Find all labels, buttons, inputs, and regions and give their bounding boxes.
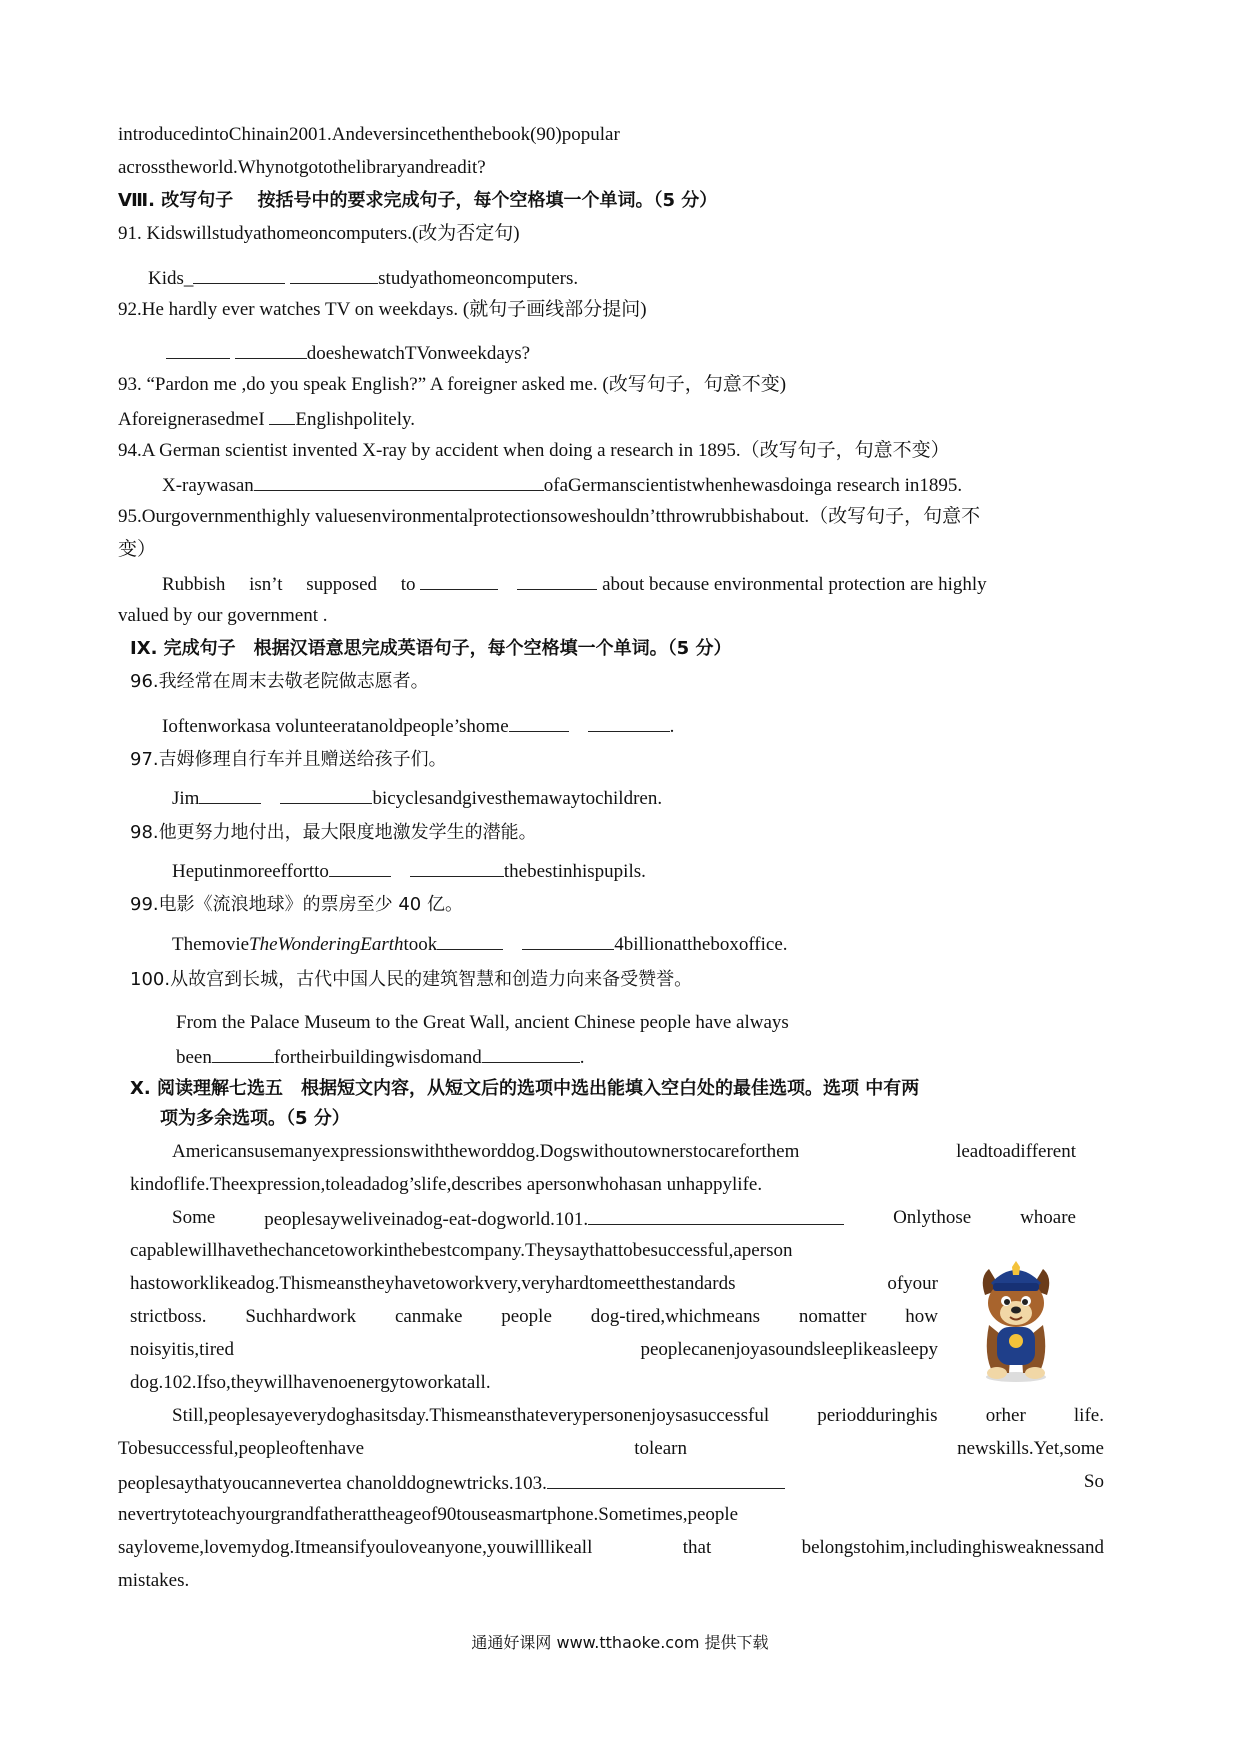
- blank[interactable]: [329, 858, 391, 877]
- blank[interactable]: [212, 1044, 274, 1063]
- blank[interactable]: [588, 713, 670, 732]
- passage-line: peoplesaythatyoucannevertea chanolddognewtricks.103. So: [118, 1471, 1104, 1494]
- passage-line: dog.102.Ifso,theywillhavenoenergytoworkatall.: [130, 1372, 491, 1393]
- answer-95-line2: valued by our government .: [118, 605, 328, 626]
- answer-98: Heputinmoreeffortto thebestinhispupils.: [172, 858, 646, 884]
- passage-line: sayloveme,lovemydog.Itmeansifyouloveanyone,youwilllikeall that belongstohim,includinghisweaknessand: [118, 1537, 1104, 1558]
- blank[interactable]: [410, 858, 504, 877]
- blank[interactable]: [509, 713, 569, 732]
- blank[interactable]: [193, 265, 285, 284]
- section-8-heading: Ⅷ. 改写句子 按括号中的要求完成句子，每个空格填一个单词。（5 分）: [118, 190, 718, 211]
- answer-99: ThemovieTheWonderingEarthtook 4billionattheboxoffice.: [172, 931, 788, 957]
- answer-100-line2: been fortheirbuildingwisdomand .: [176, 1044, 585, 1070]
- passage-line: Some peoplesayweliveinadog-eat-dogworld.101. Onlythose whoare: [172, 1207, 1076, 1230]
- movie-title: TheWonderingEarth: [249, 934, 404, 955]
- cartoon-dog-icon: [975, 1255, 1057, 1385]
- blank[interactable]: [280, 785, 372, 804]
- passage-line: noisyitis,tired peoplecanenjoyasoundsleeplikeasleepy: [130, 1339, 938, 1360]
- blank-103[interactable]: [547, 1470, 785, 1489]
- passage-line: strictboss. Suchhardwork canmake people dog-tired,whichmeans nomatter how: [130, 1306, 938, 1327]
- answer-91: Kids_ studyathomeoncomputers.: [148, 265, 578, 291]
- blank[interactable]: [290, 265, 378, 284]
- passage-line: Tobesuccessful,peopleoftenhave tolearn newskills.Yet,some: [118, 1438, 1104, 1459]
- blank[interactable]: [437, 931, 503, 950]
- answer-93: AforeignerasedmeI Englishpolitely.: [118, 406, 415, 432]
- passage-line: hastoworklikeadog.Thismeanstheyhavetoworkvery,veryhardtomeetthestandards ofyour: [130, 1273, 938, 1294]
- question-94: 94.A German scientist invented X-ray by accident when doing a research in 1895.（改写句子，句意不变）: [118, 440, 950, 461]
- passage-line: introducedintoChinain2001.Andeversincethenthebook(90)popular: [118, 124, 620, 145]
- blank[interactable]: [166, 340, 230, 359]
- page-footer: 通通好课网 www.tthaoke.com 提供下载: [471, 1633, 769, 1652]
- passage-line: kindoflife.Theexpression,toleadadog’slife,describes apersonwhohasan unhappylife.: [130, 1174, 763, 1195]
- question-99: 99.电影《流浪地球》的票房至少 40 亿。: [130, 894, 463, 915]
- passage-line: capablewillhavethechancetoworkinthebestcompany.Theysaythattobesuccessful,aperson: [130, 1240, 793, 1261]
- question-95: 95.Ourgovernmenthighly valuesenvironmentalprotectionsoweshouldn’tthrowrubbishabout.（改写句子，句意不: [118, 506, 981, 527]
- passage-line: mistakes.: [118, 1570, 190, 1591]
- answer-94: X-raywasan ofaGermanscientistwhenhewasdoinga research in1895.: [162, 472, 962, 498]
- question-97: 97.吉姆修理自行车并且赠送给孩子们。: [130, 749, 447, 770]
- answer-92: doeshewatchTVonweekdays?: [166, 340, 530, 366]
- section-10-heading-cont: 项为多余选项。（5 分）: [160, 1108, 350, 1129]
- question-93: 93. “Pardon me ,do you speak English?” A foreigner asked me. (改写句子，句意不变): [118, 374, 787, 395]
- answer-97: Jim bicyclesandgivesthemawaytochildren.: [172, 785, 662, 811]
- blank-101[interactable]: [588, 1206, 844, 1225]
- answer-95: Rubbish isn’t supposed to about because environmental protection are highly: [162, 571, 987, 597]
- blank[interactable]: [254, 472, 544, 491]
- question-95-cont: 变）: [118, 539, 157, 560]
- passage-line: Americansusemanyexpressionswiththeworddog.Dogswithoutownerstocareforthem leadtoadifferent: [172, 1141, 1076, 1162]
- question-92: 92.He hardly ever watches TV on weekdays. (就句子画线部分提问): [118, 299, 647, 320]
- answer-100-line1: From the Palace Museum to the Great Wall, ancient Chinese people have always: [176, 1012, 789, 1033]
- blank[interactable]: [482, 1044, 580, 1063]
- question-96: 96.我经常在周末去敬老院做志愿者。: [130, 671, 429, 692]
- blank[interactable]: [517, 571, 597, 590]
- blank[interactable]: [522, 931, 614, 950]
- passage-line: Still,peoplesayeverydoghasitsday.Thismeansthateverypersonenjoysasuccessful periodduringhis orher life.: [172, 1405, 1104, 1426]
- answer-96: Ioftenworkasa volunteeratanoldpeople’shome .: [162, 713, 674, 739]
- blank[interactable]: [199, 785, 261, 804]
- section-9-heading: IX. 完成句子 根据汉语意思完成英语句子，每个空格填一个单词。（5 分）: [130, 638, 732, 659]
- question-98: 98.他更努力地付出，最大限度地激发学生的潜能。: [130, 822, 537, 843]
- blank[interactable]: [235, 340, 307, 359]
- section-10-heading: X. 阅读理解七选五 根据短文内容，从短文后的选项中选出能填入空白处的最佳选项。选项 中有两: [130, 1078, 920, 1099]
- passage-line: acrosstheworld.Whynotgotothelibraryandreadit?: [118, 157, 486, 178]
- blank[interactable]: [269, 406, 295, 425]
- question-100: 100.从故宫到长城，古代中国人民的建筑智慧和创造力向来备受赞誉。: [130, 969, 693, 990]
- blank[interactable]: [420, 571, 498, 590]
- question-91: 91. Kidswillstudyathomeoncomputers.(改为否定句): [118, 223, 520, 244]
- passage-line: nevertrytoteachyourgrandfatherattheageof90touseasmartphone.Sometimes,people: [118, 1504, 739, 1525]
